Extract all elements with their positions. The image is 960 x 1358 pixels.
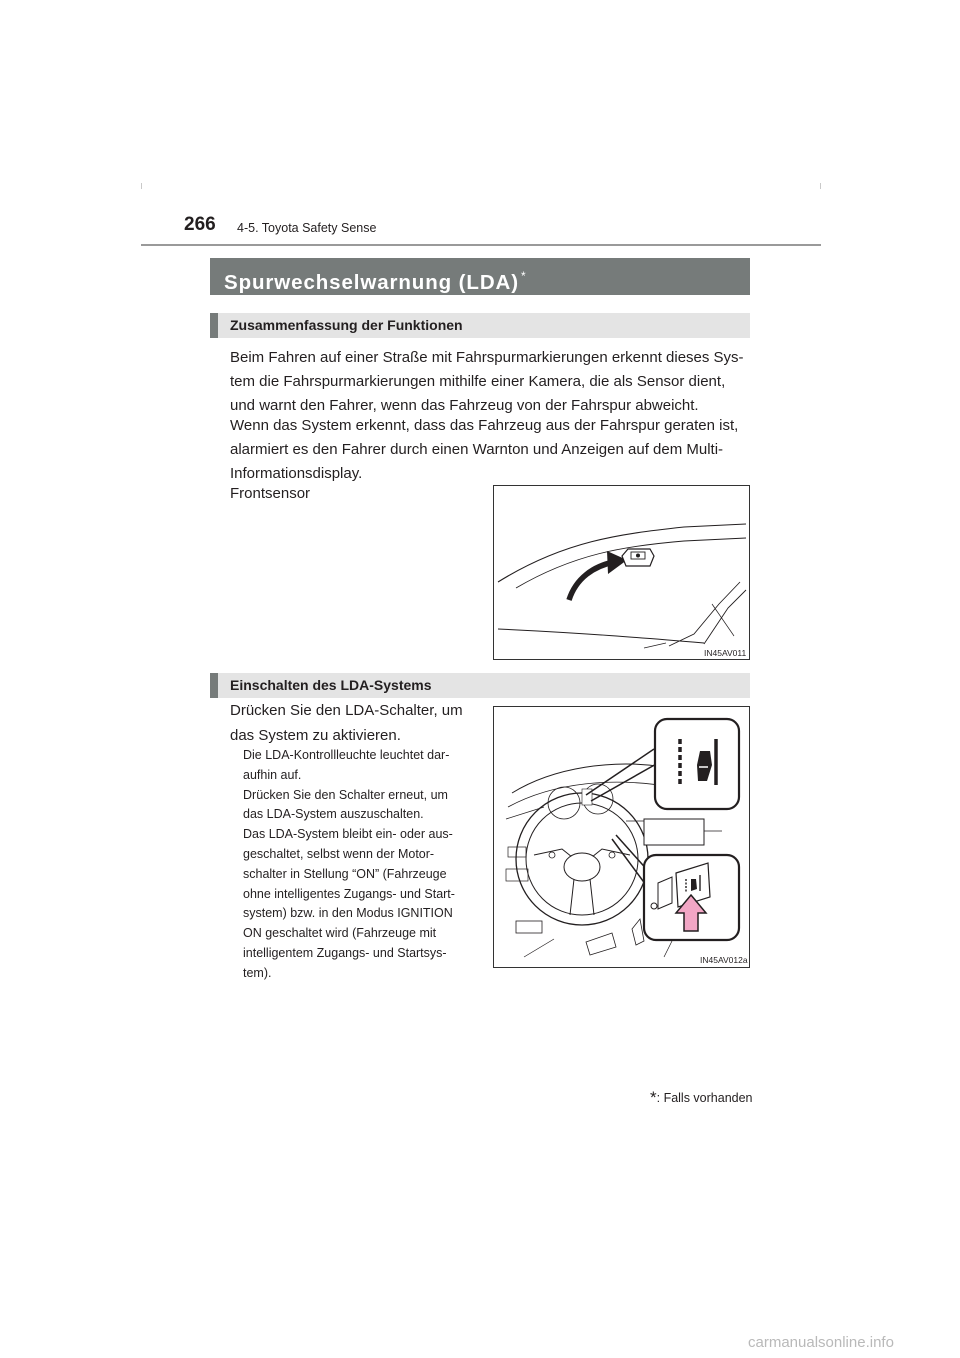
note-line: aufhin auf. <box>243 767 302 782</box>
paragraph-line: tem die Fahrspurmarkierungen mithilfe einer Kamera, die als Sensor dient, <box>230 373 726 390</box>
footnote <box>650 1088 753 1108</box>
front-sensor-figure <box>493 485 750 660</box>
page-title-text: Spurwechselwarnung (LDA) <box>224 271 519 294</box>
note-line: Die LDA-Kontrollleuchte leuchtet dar- <box>243 748 450 762</box>
pedal <box>586 933 616 955</box>
note-line: ohne intelligentes Zugangs- und Start- <box>243 886 455 901</box>
figure-code: IN45AV011 <box>704 648 747 658</box>
note-line: das LDA-System auszuschalten. <box>243 807 424 822</box>
paragraph-line: Beim Fahren auf einer Straße mit Fahrspurmarkierungen erkennt dieses Sys- <box>230 349 744 366</box>
paragraph-line: und warnt den Fahrer, wenn das Fahrzeug von der Fahrspur abweicht. <box>230 397 699 414</box>
dashboard-illustration <box>494 707 750 968</box>
instruction-line: Drücken Sie den LDA-Schalter, um <box>230 702 463 719</box>
activate-instruction <box>230 698 466 748</box>
section-heading-overview: Zusammenfassung der Funktionen <box>210 313 750 338</box>
crop-mark-left <box>141 183 142 189</box>
pedal <box>632 919 644 945</box>
note-line: tem). <box>243 965 272 980</box>
header-rule <box>141 244 821 246</box>
center-display <box>644 819 704 845</box>
note-line: Das LDA-System bleibt ein- oder aus- <box>243 827 453 842</box>
lda-switch-figure <box>493 706 750 968</box>
activate-note <box>243 746 465 984</box>
note-line: system) bzw. in den Modus IGNITION <box>243 906 453 921</box>
lda-indicator-inset <box>655 719 739 809</box>
crop-mark-right <box>820 183 821 189</box>
sensor-label: Frontsensor <box>230 485 311 502</box>
section-heading-activate: Einschalten des LDA-Systems <box>210 673 750 698</box>
steering-wheel-icon <box>516 793 648 925</box>
overview-paragraph-2 <box>230 414 750 486</box>
instruction-line: das System zu aktivieren. <box>230 727 401 744</box>
note-line: geschaltet, selbst wenn der Motor- <box>243 846 435 861</box>
note-line: Drücken Sie den Schalter erneut, um <box>243 787 448 802</box>
paragraph-line: alarmiert es den Fahrer durch einen Warnton und Anzeigen auf dem Multi- <box>230 441 724 458</box>
camera-sensor-icon <box>622 549 654 566</box>
note-line: intelligentem Zugangs- und Startsys- <box>243 945 447 960</box>
section-label: 4-5. Toyota Safety Sense <box>237 221 377 235</box>
page-title <box>210 258 750 295</box>
paragraph-line: Informationsdisplay. <box>230 465 363 482</box>
paragraph-line: Wenn das System erkennt, dass das Fahrzeug aus der Fahrspur geraten ist, <box>230 417 739 434</box>
instrument-cluster <box>548 784 613 819</box>
watermark: carmanualsonline.info <box>748 1334 894 1351</box>
page-number: 266 <box>184 214 216 235</box>
note-line: ON geschaltet wird (Fahrzeuge mit <box>243 926 437 941</box>
overview-paragraph-1 <box>230 346 750 418</box>
figure-code: IN45AV012a <box>700 955 748 965</box>
note-line: schalter in Stellung “ON” (Fahrzeuge <box>243 866 447 881</box>
windshield-illustration <box>494 486 750 660</box>
title-footnote-marker: * <box>520 269 527 283</box>
lda-switch-inset <box>644 855 739 940</box>
footnote-marker: * <box>650 1088 657 1107</box>
footnote-text: : Falls vorhanden <box>656 1091 753 1105</box>
